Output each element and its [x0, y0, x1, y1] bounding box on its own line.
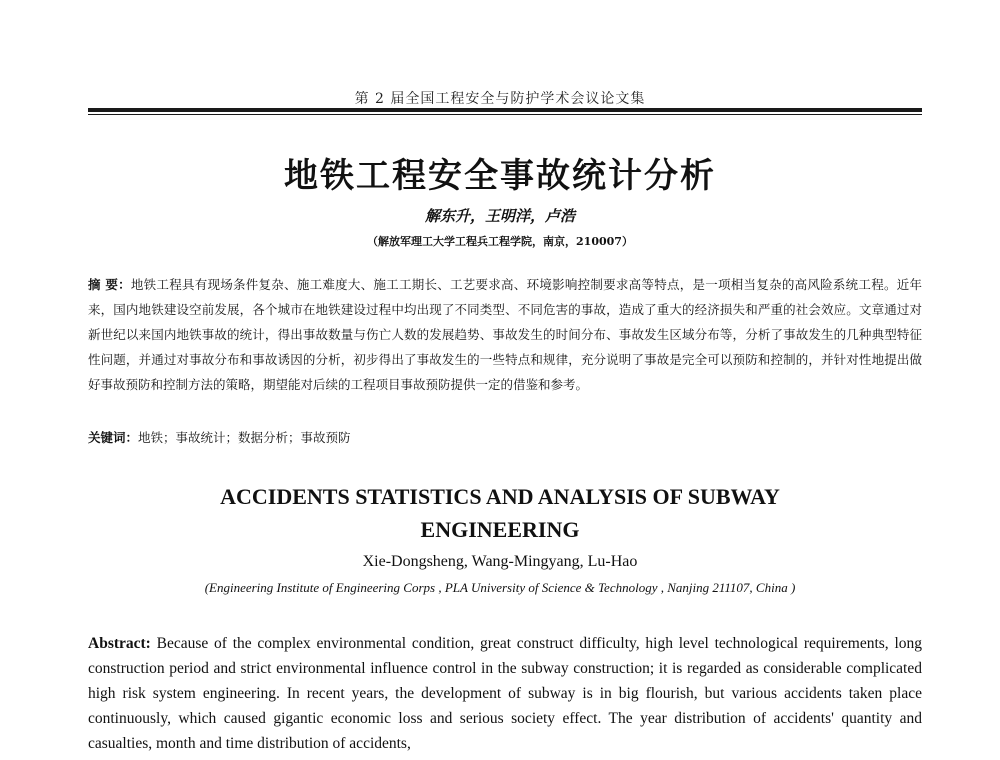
- chinese-title: 地铁工程安全事故统计分析: [284, 156, 716, 196]
- header-rule-thin: [88, 114, 922, 115]
- english-title: ACCIDENTS STATISTICS AND ANALYSIS OF SUBWAY ENGINEERING: [220, 484, 780, 542]
- english-authors: Xie-Dongsheng, Wang-Mingyang, Lu-Hao: [362, 553, 638, 570]
- chinese-keywords-text: 地铁；事故统计；数据分析；事故预防: [138, 430, 351, 445]
- header-rule-thick: [88, 108, 922, 112]
- english-abstract: [88, 631, 922, 756]
- chinese-abstract-text: 地铁工程具有现场条件复杂、施工难度大、施工工期长、工艺要求高、环境影响控制要求高等特点，是一项相当复杂的高风险系统工程。近年来，国内地铁建设空前发展，各个城市在地铁建设过程中均出现了不同类型、不同危害的事故，造成了重大的经济损失和严重的社会效应。文章通过对新世纪以来国内地铁事故的统计，得出事故数量与伤亡人数的发展趋势、事故发生的时间分布、事故发生区域分布等，分析了事故发生的几种典型特征性问题，并通过对事故分布和事故诱因的分析，初步得出了事故发生的一些特点和规律，充分说明了事故是完全可以预防和控制的，并针对性地提出做好事故预防和控制方法的策略，期望能对后续的工程项目事故预防提供一定的借鉴和参考。: [88, 277, 922, 392]
- chinese-keywords: [88, 428, 922, 448]
- chinese-keywords-label: 关键词：: [88, 430, 139, 445]
- english-affiliation: (Engineering Institute of Engineering Corps , PLA University of Science & Technology , Nanjing 211107, China ): [204, 580, 796, 595]
- english-abstract-label: Abstract:: [88, 635, 151, 652]
- chinese-affiliation: （解放军理工大学工程兵工程学院，南京，210007）: [367, 235, 633, 248]
- chinese-authors: 解东升，王明洋，卢浩: [424, 207, 575, 225]
- chinese-abstract-label: 摘 要：: [88, 277, 131, 292]
- english-abstract-text: Because of the complex environmental condition, great construct difficulty, high level technological requirements, long construction period and strict environmental influence control in the subway construction; it is regarded as considerable complicated high risk system engineering. In recent years, the development of subway is in big flourish, but various accidents taken place continuously, which caused gigantic economic loss and serious society effect. The year distribution of accidents' quantity and casualties, month and time distribution of accidents,: [88, 635, 922, 752]
- chinese-abstract: [88, 272, 922, 397]
- running-header: 第 2 届全国工程安全与防护学术会议论文集: [354, 91, 646, 107]
